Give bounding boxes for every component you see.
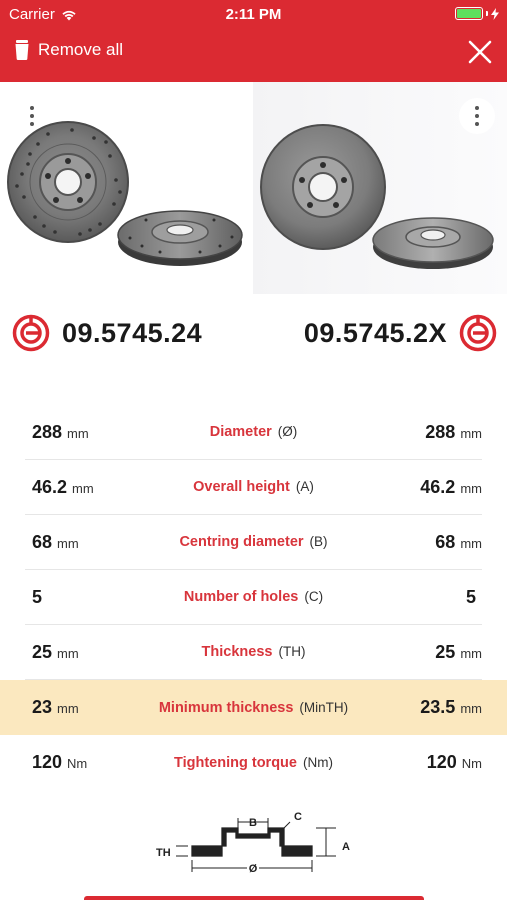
spec-unit-right: mm	[460, 645, 482, 661]
spec-label-abbr: (B)	[309, 534, 328, 549]
spec-label-abbr: (Nm)	[302, 754, 333, 770]
spec-label	[25, 531, 482, 552]
spec-row	[25, 735, 482, 790]
spec-label	[25, 586, 482, 607]
spec-unit-left: mm	[57, 645, 79, 661]
spec-value-right-number: 23.5	[420, 697, 456, 717]
spec-value-right-number: 5	[465, 586, 476, 607]
status-bar	[0, 0, 507, 28]
close-icon[interactable]	[467, 39, 493, 65]
spec-value-right	[420, 477, 482, 498]
spec-label-name: Centring diameter	[179, 534, 304, 550]
product-codes	[0, 308, 507, 358]
spec-value-right	[435, 642, 482, 663]
spec-value-right-number: 288	[425, 421, 456, 442]
spec-unit-right: mm	[460, 701, 482, 716]
product-code-left	[12, 314, 202, 352]
spec-value-right-number: 68	[435, 531, 456, 552]
spec-label-name: Overall height	[193, 479, 290, 495]
spec-value-left-number: 120	[32, 752, 63, 772]
spec-value-left-number: 68	[32, 531, 53, 552]
spec-label-abbr: (C)	[304, 589, 324, 604]
more-options-left-icon[interactable]	[14, 98, 50, 134]
trash-icon	[14, 40, 30, 60]
spec-label-name: Diameter	[209, 424, 272, 440]
spec-label-abbr: (A)	[295, 479, 314, 494]
product-images	[0, 82, 507, 294]
spec-value-right	[466, 587, 476, 608]
spec-value-right	[427, 752, 482, 773]
product-code-right-text: 09.5745.2X	[303, 317, 447, 348]
spec-unit-right: mm	[460, 425, 482, 441]
spec-unit-left: mm	[67, 425, 89, 441]
spec-row	[25, 570, 482, 625]
spec-label-abbr: (TH)	[278, 644, 306, 659]
spec-label	[25, 476, 482, 497]
product-image-right	[253, 82, 507, 294]
spec-label	[25, 641, 482, 662]
diagram-label-diameter: Ø	[248, 863, 258, 875]
diagram-label-a: A	[342, 841, 350, 853]
spec-label-name: Number of holes	[183, 589, 299, 605]
diagram-label-th: TH	[156, 847, 171, 859]
spec-row	[25, 460, 482, 515]
spec-unit-right: mm	[460, 480, 482, 496]
spec-value-right-number: 46.2	[420, 476, 456, 497]
specs-table	[25, 405, 482, 790]
spec-label	[25, 421, 482, 442]
spec-unit-left: mm	[57, 701, 79, 716]
spec-label-abbr: (MinTH)	[299, 699, 349, 715]
spec-value-right	[425, 422, 482, 443]
battery-icon	[455, 7, 499, 20]
brembo-logo-icon	[459, 314, 497, 352]
spec-value-left-number: 25	[32, 641, 53, 662]
spec-row	[25, 515, 482, 570]
more-options-right-icon[interactable]	[459, 98, 495, 134]
spec-label-abbr: (Ø)	[277, 424, 298, 439]
nav-header	[0, 30, 507, 80]
diagram-label-c: C	[294, 811, 302, 823]
spec-row	[25, 625, 482, 680]
spec-unit-left: Nm	[67, 756, 88, 771]
clock: 2:11 PM	[225, 6, 282, 23]
product-image-left	[0, 82, 253, 294]
spec-unit-right: Nm	[461, 756, 482, 771]
diagram-label-b: B	[249, 817, 257, 829]
spec-unit-left: mm	[57, 535, 79, 551]
remove-all-button[interactable]	[14, 40, 123, 60]
spec-value-left-number: 23	[32, 697, 53, 717]
spec-label	[25, 755, 482, 771]
spec-row	[0, 680, 507, 735]
carrier-label: Carrier	[9, 6, 55, 23]
product-code-right	[304, 314, 497, 352]
charging-bolt-icon	[491, 8, 499, 20]
spec-label-name: Thickness	[201, 644, 273, 660]
spec-value-right-number: 25	[435, 641, 456, 662]
brembo-logo-icon	[12, 314, 50, 352]
spec-unit-left: mm	[72, 480, 94, 496]
product-code-left-text: 09.5745.24	[62, 317, 203, 348]
spec-value-right-number: 120	[426, 752, 457, 772]
spec-row	[25, 405, 482, 460]
brake-disc-diagram	[150, 808, 360, 888]
spec-value-left-number: 5	[32, 586, 43, 607]
spec-value-right	[435, 532, 482, 553]
remove-all-label: Remove all	[38, 40, 124, 59]
spec-value-left-number: 46.2	[32, 476, 68, 497]
spec-unit-right: mm	[460, 535, 482, 551]
top-bar	[0, 0, 507, 82]
bottom-action-bar[interactable]	[84, 896, 424, 900]
spec-value-right	[420, 697, 482, 718]
spec-label-name: Minimum thickness	[158, 699, 294, 716]
spec-label-name: Tightening torque	[174, 754, 297, 771]
spec-value-left-number: 288	[32, 421, 63, 442]
